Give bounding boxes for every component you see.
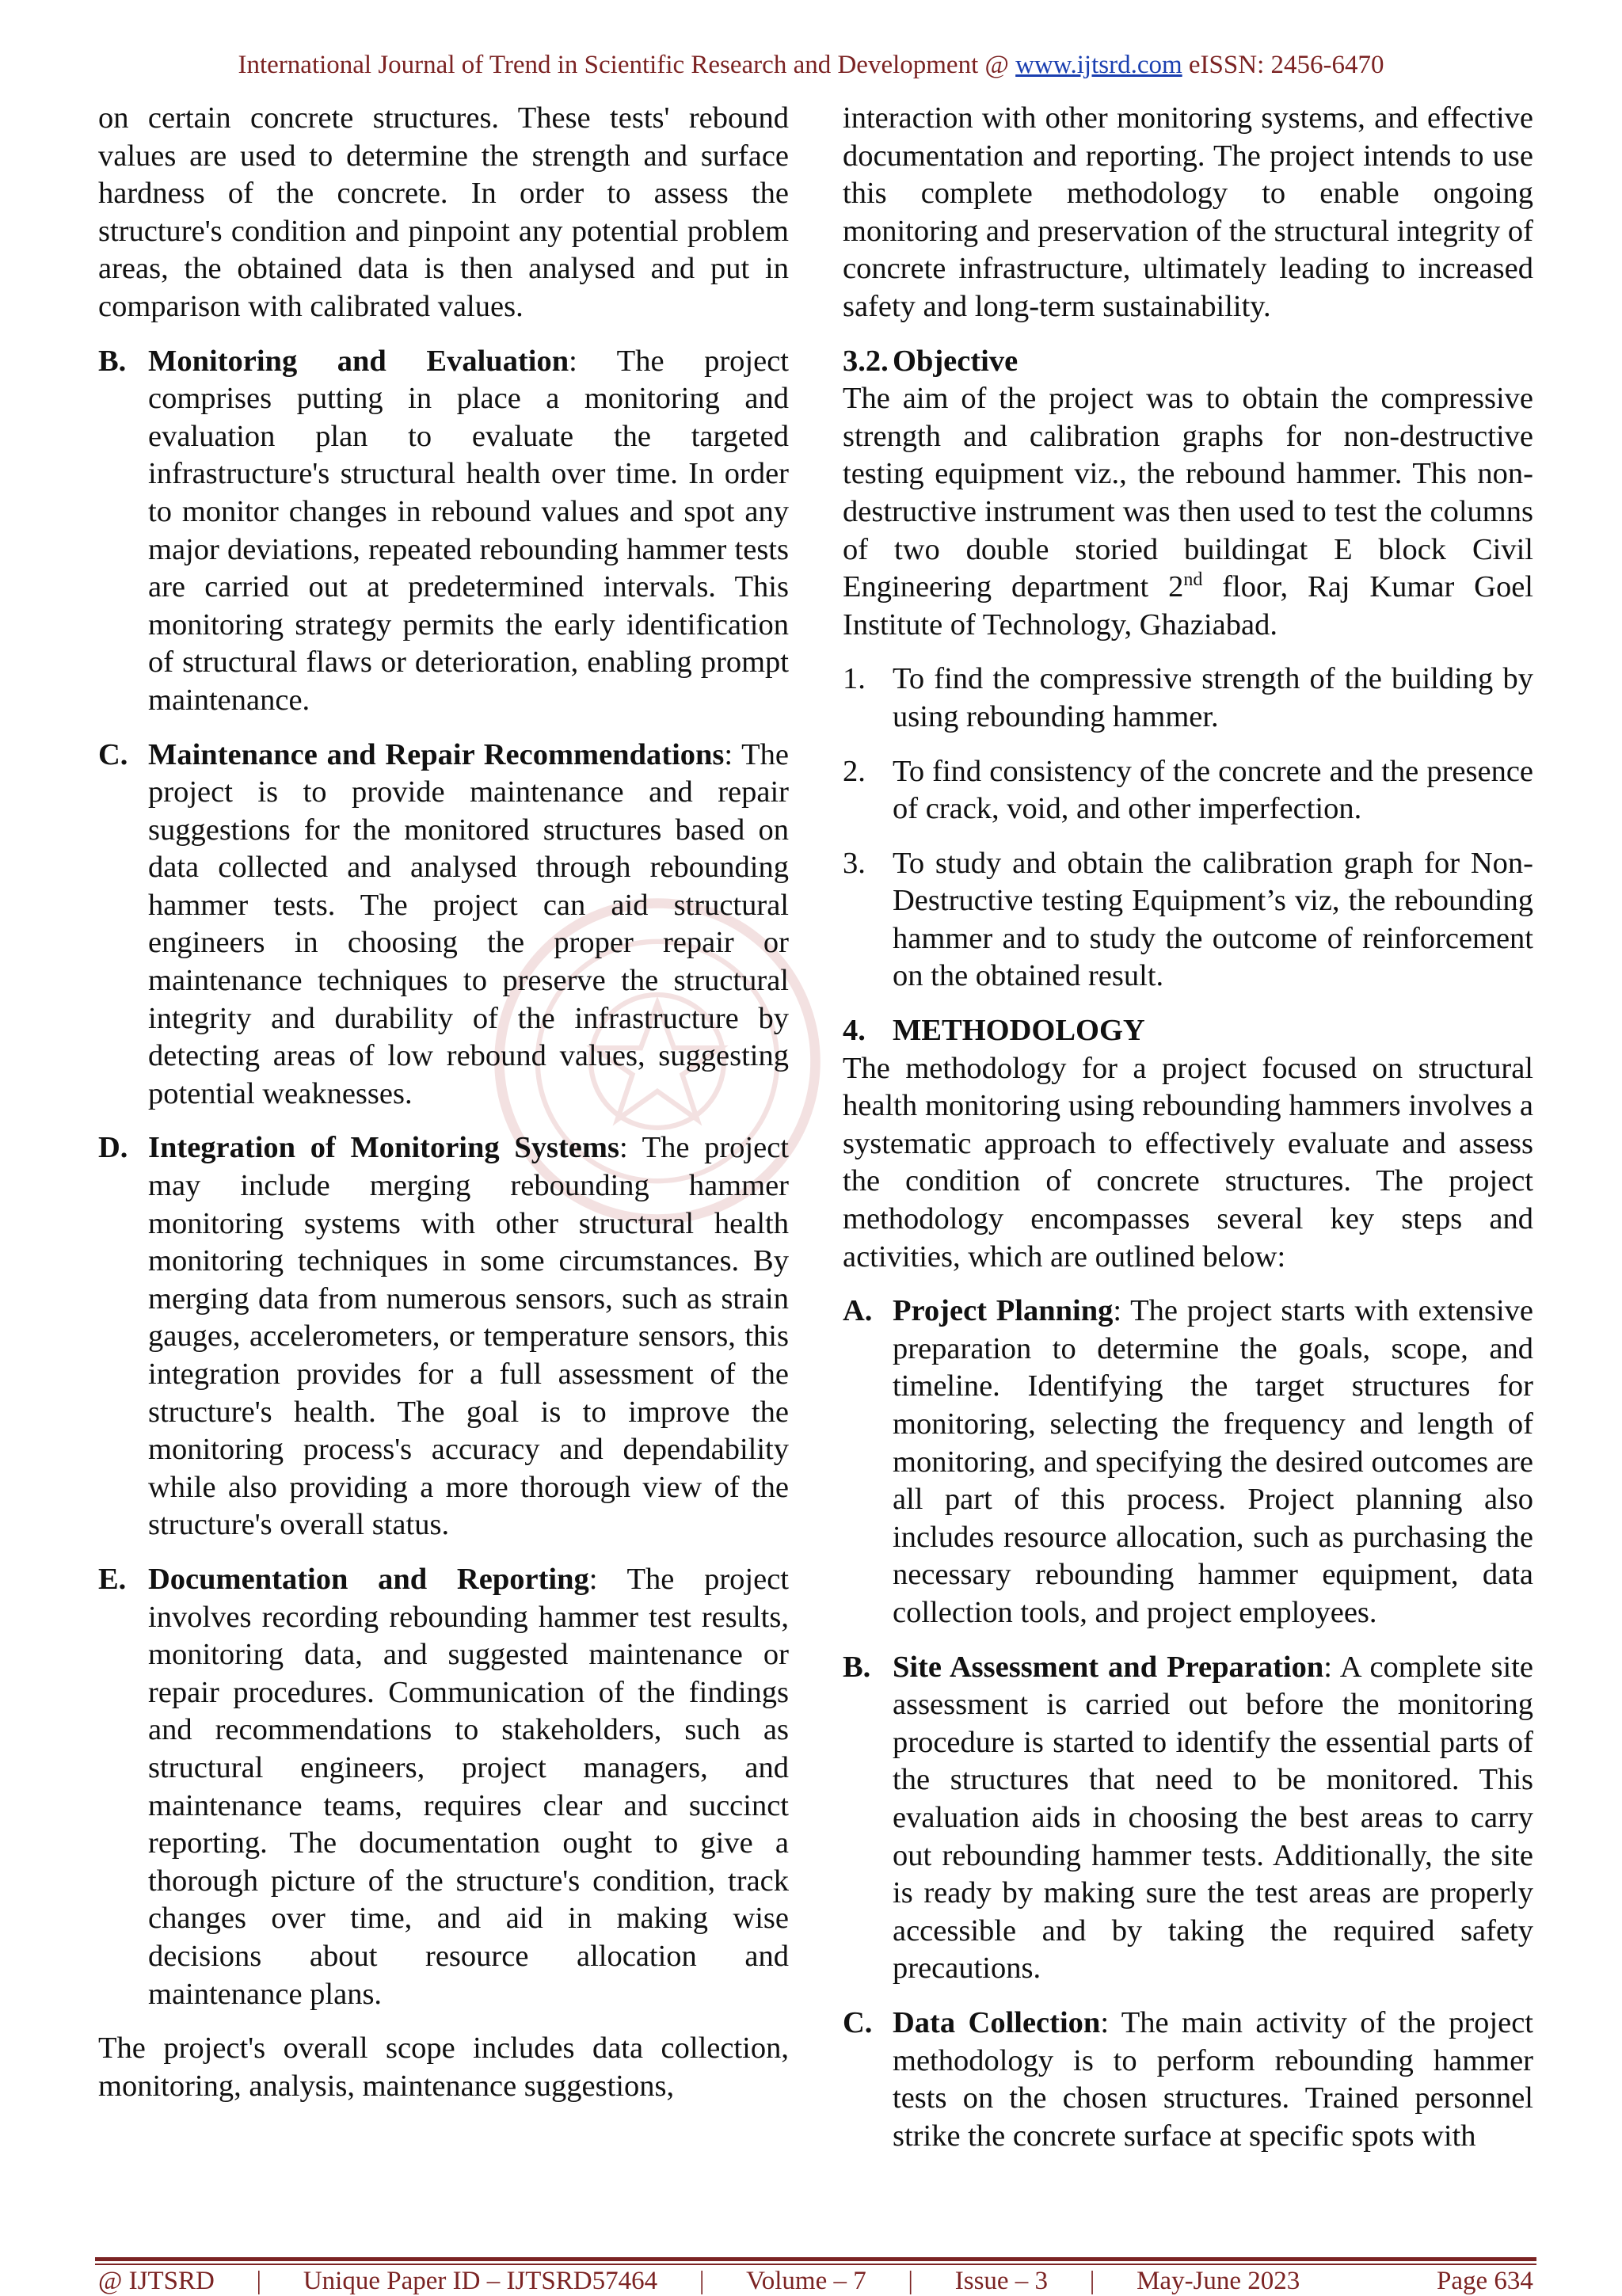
item-marker: B. [843, 1650, 871, 1684]
methodology-paragraph: The methodology for a project focused on structural health monitoring using rebounding hammers involves a systematic approach to effectively evaluate and assess the condition of concrete structures. The project methodology encompasses several key steps and activities, which are outlined below: [843, 1051, 1533, 1274]
running-header [0, 51, 1622, 80]
footer-issue: Issue – 3 [954, 2267, 1049, 2295]
item-title: Integration of Monitoring Systems [148, 1131, 619, 1165]
item-text: To find consistency of the concrete and the presence of crack, void, and other imperfection. [893, 754, 1533, 826]
item-title: Data Collection [893, 2005, 1101, 2039]
objective-paragraph [843, 380, 1533, 644]
item-text: : The project comprises putting in place a monitoring and evaluation plan to evaluate the targeted infrastructure's structural health over time. In order to monitor changes in rebound values and spot any major deviations, repeated rebounding hammer tests are carried out at predetermined intervals. This monitoring strategy permits the early identification of structural flaws or deterioration, enabling prompt maintenance. [148, 344, 789, 717]
scope-item-d [98, 1129, 789, 1544]
scope-item-e [98, 1561, 789, 2013]
footer-page: Page 634 [1437, 2267, 1533, 2295]
section-title: Objective [893, 344, 1019, 378]
method-step-a [843, 1293, 1533, 1632]
footer-rule [95, 2257, 1536, 2261]
item-text: : A complete site assessment is carried out before the monitoring procedure is started to identify the essential parts of the structures that need to be monitored. This evaluation aids in choosing the best areas to carry out rebounding hammer tests. Additionally, the site is ready by making sure the test areas are properly accessible and by taking the required safety precautions. [893, 1650, 1533, 1986]
left-column [98, 100, 789, 2122]
item-marker: C. [98, 737, 128, 771]
footer-separator: | [1089, 2267, 1095, 2295]
item-text: : The project starts with extensive preparation to determine the goals, scope, and timeline. Identifying the target structures for monitoring, selecting the frequency and length of monitoring, and specifying the desired outcomes are all part of this process. Project planning also includes resource allocation, such as purchasing the necessary rebounding hammer equipment, data collection tools, and project employees. [893, 1294, 1534, 1629]
right-intro-paragraph: interaction with other monitoring systems, and effective documentation and reporting. The project intends to use this complete methodology to enable ongoing monitoring and preservation of the structural integrity of concrete infrastructure, ultimately leading to increased safety and long-term sustainability. [843, 101, 1533, 323]
journal-link[interactable]: www.ijtsrd.com [1015, 51, 1182, 79]
item-title: Project Planning [893, 1294, 1114, 1328]
objective-text-b: floor, Raj Kumar Goel Institute of Technology, Ghaziabad. [843, 570, 1533, 642]
item-marker: 2. [843, 754, 866, 788]
item-text: : The main activity of the project methodology is to perform rebounding hammer tests on the chosen structures. Trained personnel strike the concrete surface at specific spots with [893, 2005, 1533, 2153]
method-step-b [843, 1649, 1533, 1988]
item-title: Monitoring and Evaluation [148, 344, 569, 378]
footer-rule-thin [95, 2264, 1536, 2265]
item-text: : The project may include merging rebounding hammer monitoring systems with other structural health monitoring techniques in some circumstances. By merging data from numerous sensors, such as strain gauges, accelerometers, or temperature sensors, this integration provides for a full assessment of the structure's health. The goal is to improve the monitoring process's accuracy and dependability while also providing a more thorough view of the structure's overall status. [148, 1131, 789, 1542]
right-column [843, 100, 1533, 2172]
footer-paper-id: Unique Paper ID – IJTSRD57464 [303, 2267, 658, 2295]
left-intro-paragraph: on certain concrete structures. These tests' rebound values are used to determine the strength and surface hardness of the concrete. In order to assess the structure's condition and pinpoint any potential problem areas, the obtained data is then analysed and put in comparison with calibrated values. [98, 101, 789, 323]
running-footer [98, 2267, 1533, 2296]
item-marker: 3. [843, 846, 866, 880]
ordinal-superscript: nd [1183, 569, 1203, 591]
section-number: 3.2. [843, 344, 889, 378]
item-title: Documentation and Reporting [148, 1562, 589, 1596]
footer-volume: Volume – 7 [746, 2267, 866, 2295]
methodology-heading [843, 1012, 1533, 1050]
item-text: : The project is to provide maintenance and repair suggestions for the monitored structures based on data collected and analysed through rebounding hammer tests. The project can aid structural engineers in choosing the proper repair or maintenance techniques to preserve the structural integrity and durability of the infrastructure by detecting areas of low rebound values, suggesting potential weaknesses. [148, 737, 789, 1110]
objective-item-3 [843, 845, 1533, 996]
header-prefix: International Journal of Trend in Scientific Research and Development @ [238, 51, 1016, 79]
item-marker: C. [843, 2005, 873, 2039]
objective-item-1 [843, 661, 1533, 736]
footer-separator: | [908, 2267, 914, 2295]
item-marker: D. [98, 1131, 128, 1165]
item-marker: E. [98, 1562, 127, 1596]
item-marker: A. [843, 1294, 873, 1328]
objective-item-2 [843, 753, 1533, 828]
item-text: To study and obtain the calibration graph for Non-Destructive testing Equipment’s viz, the rebounding hammer and to study the outcome of reinforcement on the obtained result. [893, 846, 1533, 993]
item-marker: B. [98, 344, 127, 378]
footer-date: May-June 2023 [1137, 2267, 1300, 2295]
scope-item-c [98, 737, 789, 1114]
item-marker: 1. [843, 662, 866, 696]
section-title: METHODOLOGY [893, 1014, 1145, 1048]
item-text: : The project involves recording rebounding hammer test results, monitoring data, and suggested maintenance or repair procedures. Communication of the findings and recommendations to stakeholders, such as structural engineers, project managers, and maintenance teams, requires clear and succinct reporting. The documentation ought to give a thorough picture of the structure's condition, track changes over time, and aid in making wise decisions about resource allocation and maintenance plans. [148, 1562, 789, 2011]
item-title: Maintenance and Repair Recommendations [148, 737, 725, 771]
header-suffix: eISSN: 2456-6470 [1182, 51, 1384, 79]
footer-journal: @ IJTSRD [98, 2267, 215, 2295]
item-title: Site Assessment and Preparation [893, 1650, 1324, 1684]
objective-heading [843, 343, 1533, 381]
scope-item-b [98, 343, 789, 720]
footer-separator: | [256, 2267, 262, 2295]
item-text: To find the compressive strength of the building by using rebounding hammer. [893, 662, 1533, 733]
footer-separator: | [699, 2267, 705, 2295]
method-step-c [843, 2005, 1533, 2155]
section-number: 4. [843, 1014, 866, 1048]
objective-text-a: The aim of the project was to obtain the compressive strength and calibration graphs for non-destructive testing equipment viz., the rebound hammer. This non-destructive instrument was then used to test the columns of two double storied buildingat E block Civil Engineering department 2 [843, 382, 1533, 604]
left-closing-paragraph: The project's overall scope includes data collection, monitoring, analysis, maintenance suggestions, [98, 2031, 789, 2103]
